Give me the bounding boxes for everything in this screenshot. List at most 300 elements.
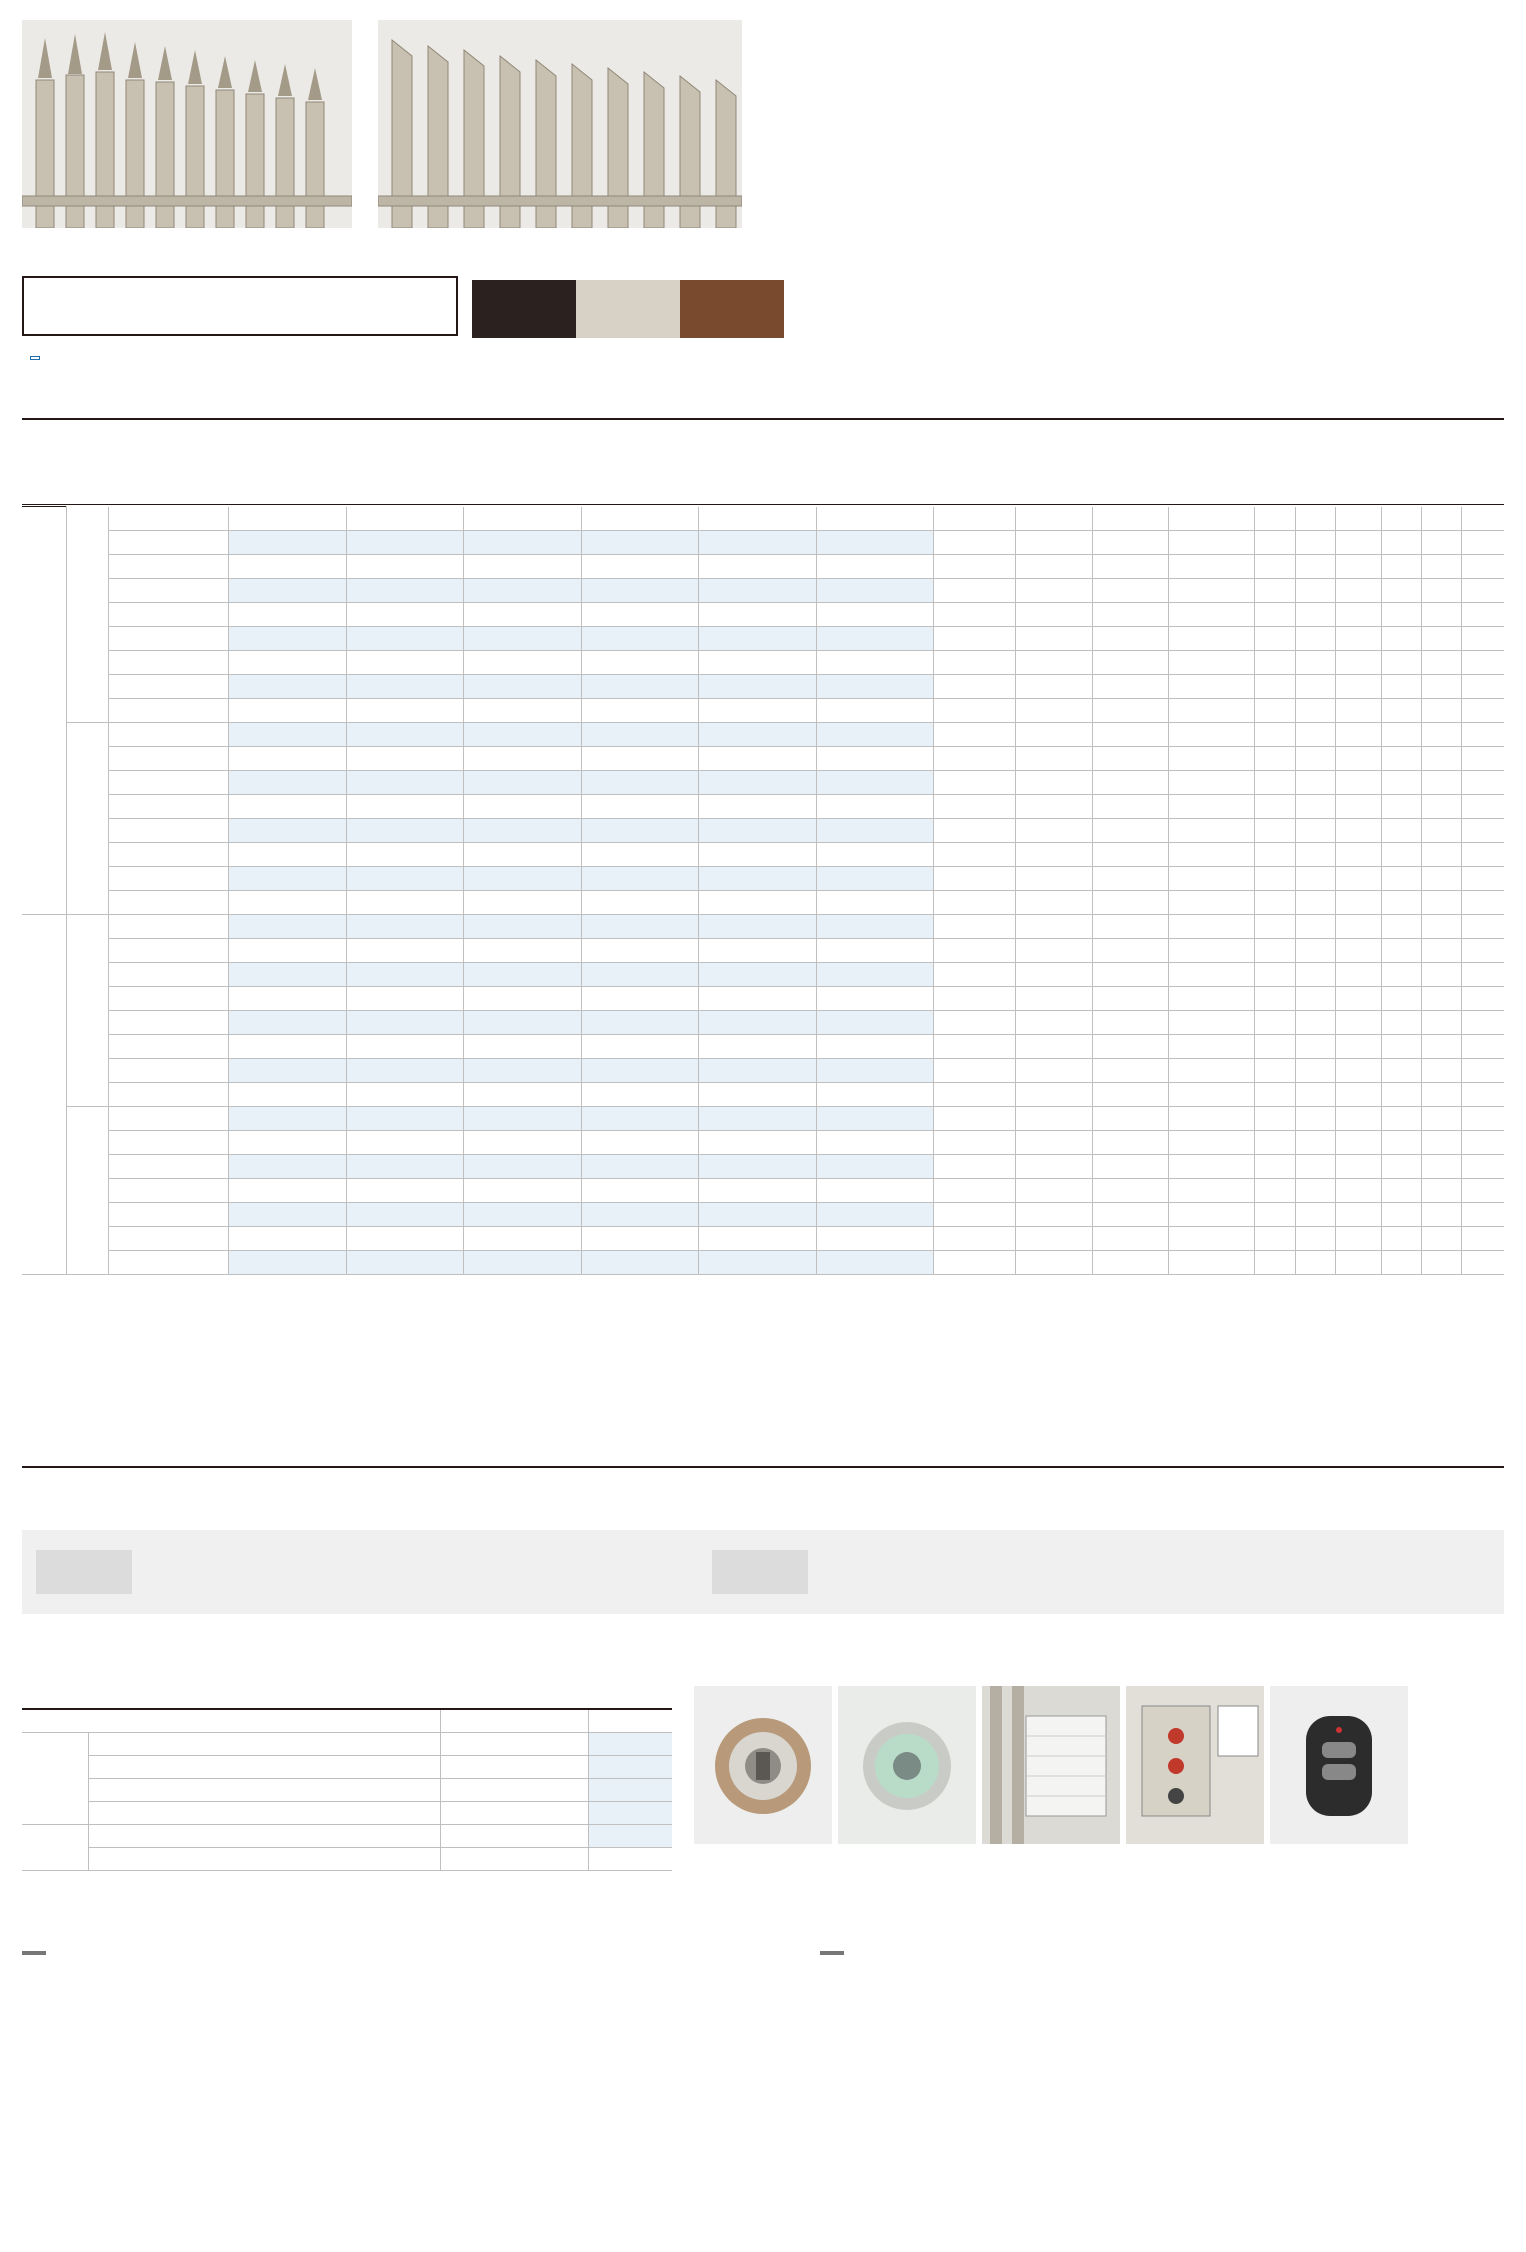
price-cell	[699, 1107, 816, 1131]
dimension-cell	[934, 987, 1016, 1011]
count-cell	[1381, 1107, 1421, 1131]
price-cell	[229, 723, 346, 747]
dimension-cell	[1016, 1251, 1092, 1275]
count-cell	[1462, 795, 1504, 819]
opt-header-code	[440, 1709, 588, 1732]
price-cell	[464, 867, 581, 891]
count-cell	[1422, 675, 1462, 699]
count-cell	[1335, 1227, 1381, 1251]
price-cell	[699, 795, 816, 819]
count-cell	[1335, 675, 1381, 699]
model-code	[108, 555, 228, 579]
price-cell	[464, 771, 581, 795]
count-cell	[1462, 1155, 1504, 1179]
count-cell	[1381, 1035, 1421, 1059]
count-cell	[1295, 1083, 1335, 1107]
dimension-cell	[1169, 1155, 1255, 1179]
count-cell	[1295, 939, 1335, 963]
price-cell	[699, 1011, 816, 1035]
model-code	[108, 1107, 228, 1131]
price-cell	[464, 891, 581, 915]
count-cell	[1335, 963, 1381, 987]
dimension-cell	[1169, 579, 1255, 603]
dimension-cell	[1169, 1203, 1255, 1227]
count-cell	[1335, 939, 1381, 963]
count-cell	[1255, 1083, 1295, 1107]
price-cell	[581, 939, 698, 963]
table-row	[22, 819, 1504, 843]
opt-row-price	[588, 1755, 672, 1778]
opt-row-price	[588, 1778, 672, 1801]
price-cell	[816, 771, 933, 795]
model-code-box	[22, 1530, 1504, 1614]
price-cell	[464, 795, 581, 819]
dimension-cell	[1169, 963, 1255, 987]
dimension-cell	[1016, 603, 1092, 627]
count-cell	[1381, 795, 1421, 819]
price-cell	[229, 1179, 346, 1203]
price-cell	[464, 1011, 581, 1035]
count-cell	[1422, 819, 1462, 843]
count-cell	[1295, 1131, 1335, 1155]
price-cell	[464, 1059, 581, 1083]
dimension-cell	[1169, 1083, 1255, 1107]
made-to-order-badge	[30, 356, 40, 360]
price-cell	[816, 555, 933, 579]
count-cell	[1255, 1131, 1295, 1155]
count-cell	[1255, 1203, 1295, 1227]
price-cell	[464, 507, 581, 531]
count-cell	[1422, 1083, 1462, 1107]
count-cell	[1295, 819, 1335, 843]
color-swatch-bk	[472, 280, 576, 338]
dimension-cell	[1092, 795, 1168, 819]
color-swatch-bz	[680, 280, 784, 338]
dimension-cell	[934, 1011, 1016, 1035]
count-cell	[1255, 603, 1295, 627]
table-row	[22, 507, 1504, 531]
count-cell	[1422, 603, 1462, 627]
count-cell	[1381, 915, 1421, 939]
price-cell	[581, 1131, 698, 1155]
dimension-cell	[1016, 1131, 1092, 1155]
model-code	[108, 1131, 228, 1155]
price-cell	[464, 963, 581, 987]
price-cell	[581, 651, 698, 675]
price-cell	[581, 1203, 698, 1227]
count-cell	[1295, 771, 1335, 795]
count-cell	[1335, 651, 1381, 675]
count-cell	[1295, 915, 1335, 939]
dimension-cell	[1092, 723, 1168, 747]
model-code	[108, 651, 228, 675]
model-code	[108, 747, 228, 771]
count-cell	[1381, 1227, 1421, 1251]
price-cell	[699, 819, 816, 843]
count-cell	[1335, 699, 1381, 723]
dimension-cell	[1016, 1155, 1092, 1179]
price-cell	[699, 651, 816, 675]
table-row	[22, 1107, 1504, 1131]
price-cell	[229, 699, 346, 723]
dimension-cell	[1169, 1131, 1255, 1155]
price-cell	[699, 747, 816, 771]
model-code	[108, 1011, 228, 1035]
count-cell	[1295, 579, 1335, 603]
count-cell	[1381, 1131, 1421, 1155]
price-cell	[699, 555, 816, 579]
count-cell	[1255, 963, 1295, 987]
count-cell	[1462, 579, 1504, 603]
dimension-cell	[1016, 651, 1092, 675]
price-cell	[346, 1083, 463, 1107]
dimension-cell	[934, 771, 1016, 795]
count-cell	[1422, 699, 1462, 723]
price-cell	[464, 723, 581, 747]
count-cell	[1335, 819, 1381, 843]
count-cell	[1295, 627, 1335, 651]
model-code	[108, 1155, 228, 1179]
count-cell	[1295, 1203, 1335, 1227]
price-cell	[699, 1227, 816, 1251]
price-cell	[581, 1155, 698, 1179]
dimension-cell	[1092, 747, 1168, 771]
price-cell	[464, 579, 581, 603]
dimension-cell	[1016, 723, 1092, 747]
price-cell	[464, 843, 581, 867]
count-cell	[1422, 723, 1462, 747]
dimension-cell	[1016, 1227, 1092, 1251]
count-cell	[1381, 1203, 1421, 1227]
button-switch-image	[1126, 1686, 1264, 1844]
dimension-cell	[1092, 987, 1168, 1011]
price-cell	[229, 1083, 346, 1107]
price-cell	[346, 891, 463, 915]
count-cell	[1255, 555, 1295, 579]
price-cell	[816, 1059, 933, 1083]
price-cell	[581, 867, 698, 891]
dimension-cell	[1169, 531, 1255, 555]
dimension-cell	[1016, 1083, 1092, 1107]
price-cell	[699, 579, 816, 603]
count-cell	[1462, 699, 1504, 723]
table-row	[22, 1083, 1504, 1107]
dimension-cell	[934, 1251, 1016, 1275]
table-row	[22, 675, 1504, 699]
count-cell	[1335, 627, 1381, 651]
model-code	[108, 915, 228, 939]
dimension-cell	[1092, 1203, 1168, 1227]
price-cell	[816, 531, 933, 555]
count-cell	[1335, 1011, 1381, 1035]
count-cell	[1381, 1011, 1421, 1035]
opt-manual-label	[22, 1732, 88, 1824]
opt-row-price	[588, 1801, 672, 1824]
count-cell	[1295, 1059, 1335, 1083]
count-cell	[1335, 1203, 1381, 1227]
price-cell	[346, 651, 463, 675]
subgroup-label	[66, 1107, 108, 1275]
dimension-cell	[1016, 915, 1092, 939]
dimension-cell	[1169, 843, 1255, 867]
price-cell	[816, 675, 933, 699]
price-cell	[581, 627, 698, 651]
dimension-cell	[1169, 699, 1255, 723]
count-cell	[1335, 1251, 1381, 1275]
price-cell	[581, 1059, 698, 1083]
price-cell	[346, 699, 463, 723]
option-photo-remote	[1270, 1686, 1408, 1844]
count-cell	[1335, 795, 1381, 819]
dimension-cell	[1092, 603, 1168, 627]
count-cell	[1295, 723, 1335, 747]
count-cell	[1335, 771, 1381, 795]
price-cell	[464, 987, 581, 1011]
price-cell	[581, 603, 698, 627]
price-cell	[816, 723, 933, 747]
count-cell	[1335, 987, 1381, 1011]
count-cell	[1422, 867, 1462, 891]
price-cell	[346, 1251, 463, 1275]
count-cell	[1381, 603, 1421, 627]
price-cell	[346, 507, 463, 531]
table-row	[22, 603, 1504, 627]
price-cell	[346, 987, 463, 1011]
price-cell	[816, 747, 933, 771]
table-row	[22, 723, 1504, 747]
count-cell	[1381, 699, 1421, 723]
count-cell	[1462, 507, 1504, 531]
price-cell	[581, 771, 698, 795]
price-cell	[464, 603, 581, 627]
price-cell	[816, 1083, 933, 1107]
dimension-cell	[1169, 1251, 1255, 1275]
count-cell	[1381, 771, 1421, 795]
count-cell	[1381, 843, 1421, 867]
dimension-cell	[1169, 1035, 1255, 1059]
opt-row-name	[88, 1847, 440, 1870]
dimension-cell	[1016, 1179, 1092, 1203]
count-cell	[1255, 915, 1295, 939]
count-cell	[1295, 1251, 1335, 1275]
price-cell	[464, 651, 581, 675]
price-cell	[346, 747, 463, 771]
opt-row-name	[88, 1778, 440, 1801]
option-photo-button	[1126, 1686, 1264, 1844]
table-row	[22, 579, 1504, 603]
price-cell	[464, 915, 581, 939]
dimension-cell	[1016, 675, 1092, 699]
price-cell	[464, 1035, 581, 1059]
price-cell	[229, 819, 346, 843]
count-cell	[1381, 531, 1421, 555]
opt-row-code	[440, 1801, 588, 1824]
price-cell	[346, 771, 463, 795]
count-cell	[1462, 1251, 1504, 1275]
price-cell	[346, 867, 463, 891]
option-photo-cover	[838, 1686, 976, 1844]
price-cell	[229, 555, 346, 579]
price-cell	[229, 531, 346, 555]
opt-row-code	[440, 1755, 588, 1778]
price-cell	[699, 963, 816, 987]
count-cell	[1381, 507, 1421, 531]
price-cell	[229, 915, 346, 939]
count-cell	[1255, 747, 1295, 771]
table-header	[22, 420, 1504, 506]
dimension-cell	[1092, 507, 1168, 531]
dimension-cell	[1092, 867, 1168, 891]
price-table	[22, 506, 1504, 1275]
dimension-cell	[1016, 507, 1092, 531]
price-cell	[816, 1011, 933, 1035]
dimension-cell	[1092, 1059, 1168, 1083]
count-cell	[1462, 1227, 1504, 1251]
price-cell	[464, 939, 581, 963]
model-code	[108, 1203, 228, 1227]
dimension-cell	[934, 1083, 1016, 1107]
dimension-cell	[934, 963, 1016, 987]
count-cell	[1381, 963, 1421, 987]
dimension-cell	[1169, 939, 1255, 963]
dimension-cell	[1092, 1083, 1168, 1107]
panel-image	[982, 1686, 1120, 1844]
count-cell	[1381, 1083, 1421, 1107]
count-cell	[1381, 867, 1421, 891]
count-cell	[1295, 795, 1335, 819]
table-row	[22, 939, 1504, 963]
opt-row-price	[588, 1732, 672, 1755]
table-row	[22, 1131, 1504, 1155]
price-heading	[22, 356, 48, 360]
dimension-cell	[934, 1227, 1016, 1251]
count-cell	[1335, 915, 1381, 939]
price-cell	[699, 1251, 816, 1275]
price-cell	[699, 1179, 816, 1203]
price-cell	[699, 939, 816, 963]
count-cell	[1422, 531, 1462, 555]
price-cell	[581, 1035, 698, 1059]
price-cell	[464, 819, 581, 843]
price-cell	[816, 1155, 933, 1179]
table-row	[22, 771, 1504, 795]
count-cell	[1255, 939, 1295, 963]
price-cell	[346, 819, 463, 843]
special-title	[820, 1951, 844, 1955]
price-cell	[816, 579, 933, 603]
price-cell	[699, 1203, 816, 1227]
count-cell	[1462, 747, 1504, 771]
count-cell	[1462, 771, 1504, 795]
price-cell	[229, 1035, 346, 1059]
price-cell	[699, 1035, 816, 1059]
price-cell	[229, 651, 346, 675]
remote-image	[1270, 1686, 1408, 1844]
dimension-cell	[1092, 531, 1168, 555]
dimension-cell	[1092, 675, 1168, 699]
product-photo-b	[378, 20, 742, 228]
table-row	[22, 987, 1504, 1011]
price-cell	[581, 819, 698, 843]
model-code	[108, 507, 228, 531]
price-cell	[346, 1107, 463, 1131]
group-label	[22, 507, 66, 915]
price-cell	[581, 699, 698, 723]
price-cell	[229, 1251, 346, 1275]
count-cell	[1381, 675, 1421, 699]
price-cell	[346, 627, 463, 651]
dimension-cell	[934, 747, 1016, 771]
count-cell	[1255, 1035, 1295, 1059]
count-cell	[1422, 1227, 1462, 1251]
price-cell	[816, 1131, 933, 1155]
price-cell	[816, 1227, 933, 1251]
model-code	[108, 1179, 228, 1203]
dimension-cell	[1169, 915, 1255, 939]
count-cell	[1462, 1035, 1504, 1059]
table-row	[22, 1059, 1504, 1083]
count-cell	[1255, 843, 1295, 867]
price-cell	[464, 531, 581, 555]
price-cell	[816, 987, 933, 1011]
model-code-heading	[22, 1476, 36, 1506]
count-cell	[1422, 555, 1462, 579]
model-code	[108, 579, 228, 603]
price-cell	[464, 675, 581, 699]
dimension-cell	[1092, 1035, 1168, 1059]
dimension-cell	[1092, 555, 1168, 579]
count-cell	[1462, 603, 1504, 627]
dimension-cell	[934, 675, 1016, 699]
dimension-cell	[1016, 1035, 1092, 1059]
dimension-cell	[1016, 771, 1092, 795]
fence-b-image	[378, 20, 742, 228]
table-row	[22, 891, 1504, 915]
model-code	[108, 1035, 228, 1059]
price-cell	[816, 1179, 933, 1203]
dimension-cell	[1016, 627, 1092, 651]
table-row	[22, 843, 1504, 867]
dimension-cell	[1169, 867, 1255, 891]
opt-electric-label	[22, 1824, 88, 1870]
dimension-cell	[934, 915, 1016, 939]
dimension-cell	[1092, 1107, 1168, 1131]
count-cell	[1295, 747, 1335, 771]
price-cell	[699, 675, 816, 699]
count-cell	[1295, 987, 1335, 1011]
product-photo-a	[22, 20, 352, 228]
price-cell	[816, 1035, 933, 1059]
dimension-cell	[1016, 579, 1092, 603]
price-cell	[816, 627, 933, 651]
count-cell	[1462, 555, 1504, 579]
price-cell	[699, 771, 816, 795]
price-cell	[464, 1203, 581, 1227]
price-cell	[346, 555, 463, 579]
table-row	[22, 531, 1504, 555]
opt-row-code	[440, 1824, 588, 1847]
price-cell	[699, 507, 816, 531]
count-cell	[1422, 747, 1462, 771]
count-cell	[1295, 1035, 1335, 1059]
price-cell	[699, 843, 816, 867]
count-cell	[1295, 1107, 1335, 1131]
dimension-cell	[1016, 555, 1092, 579]
price-cell	[346, 1131, 463, 1155]
price-cell	[464, 1131, 581, 1155]
price-cell	[346, 963, 463, 987]
count-cell	[1335, 603, 1381, 627]
